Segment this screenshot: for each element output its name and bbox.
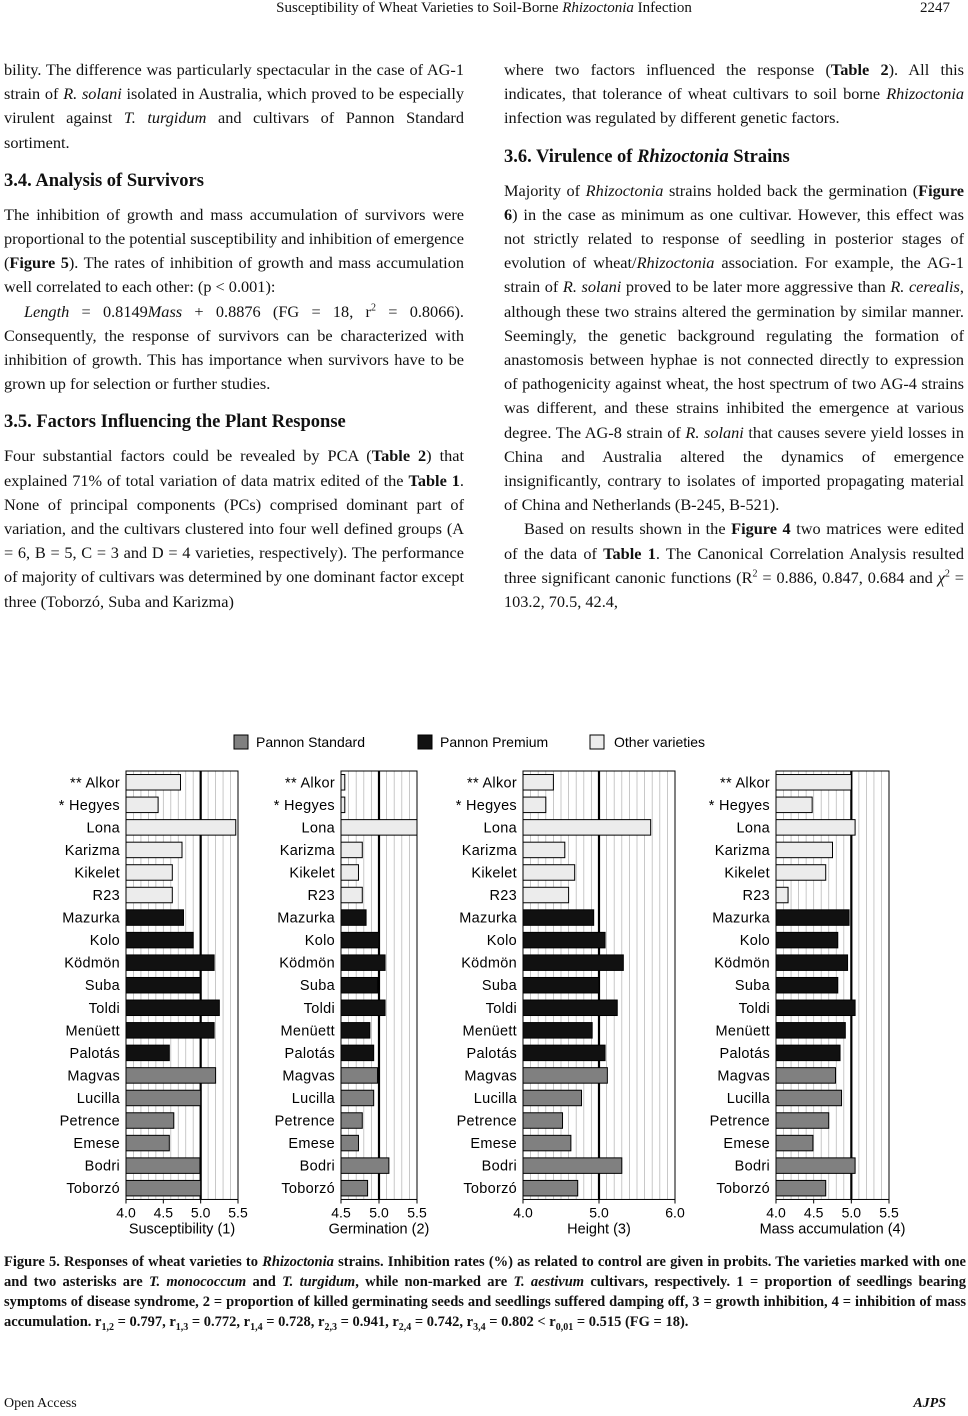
category-label: Menüett bbox=[65, 1023, 120, 1040]
bar bbox=[523, 842, 565, 858]
category-label: ** Alkor bbox=[467, 775, 517, 792]
bar bbox=[776, 775, 851, 791]
category-label: Toldi bbox=[738, 1000, 770, 1017]
category-label: Lona bbox=[301, 820, 335, 837]
running-title-italic: Rhizoctonia bbox=[562, 0, 634, 16]
bar bbox=[126, 1180, 201, 1196]
category-label: Karizma bbox=[461, 842, 517, 859]
tick-label: 5.5 bbox=[879, 1204, 899, 1221]
tick-label: 5.5 bbox=[407, 1204, 427, 1221]
bar bbox=[523, 932, 605, 948]
bar bbox=[523, 1180, 578, 1196]
category-label: Kolo bbox=[304, 933, 335, 950]
category-label: Magvas bbox=[464, 1068, 517, 1085]
bar bbox=[126, 1135, 169, 1151]
bar bbox=[776, 865, 826, 881]
section-heading: 3.5. Factors Influencing the Plant Response bbox=[4, 412, 346, 433]
tick-label: 5.0 bbox=[190, 1204, 211, 1221]
section-heading: 3.4. Analysis of Survivors bbox=[4, 170, 204, 191]
category-label: Lucilla bbox=[291, 1090, 335, 1107]
bar bbox=[523, 1023, 592, 1038]
category-label: Palotás bbox=[466, 1045, 517, 1062]
category-label: Suba bbox=[734, 978, 770, 995]
bar bbox=[523, 865, 575, 881]
footer-open-access: Open Access bbox=[4, 1396, 77, 1411]
legend-label-standard: Pannon Standard bbox=[256, 734, 365, 750]
category-label: Lona bbox=[736, 820, 770, 837]
category-label: * Hegyes bbox=[455, 797, 517, 814]
bar bbox=[776, 1135, 813, 1151]
bar bbox=[341, 842, 362, 858]
legend-swatch-premium bbox=[418, 735, 432, 749]
category-label: Ködmön bbox=[461, 955, 517, 972]
category-label: Menüett bbox=[715, 1023, 770, 1040]
tick-label: 4.5 bbox=[153, 1204, 174, 1221]
category-label: Bodri bbox=[481, 1158, 517, 1175]
bar bbox=[341, 910, 366, 926]
bar bbox=[126, 865, 172, 881]
bar bbox=[523, 1135, 571, 1151]
category-label: Petrence bbox=[709, 1113, 770, 1130]
bar bbox=[341, 1180, 368, 1196]
bar bbox=[341, 1023, 370, 1038]
figure-caption: Figure 5. Responses of wheat varieties to Rhizoctonia strains. Inhibition rates (%) as related to control are given in probits. The varieties marked with one and two asterisks are T. monococcum and T. turgidum, while non-marked are T. aestivum cultivars, respectively. 1 = proportion of seedlings bearing symptoms of disease syndrome, 2 = proportion of killed germinating seeds and seedlings suffered damping off, 3 = growth inhibition, 4 = inhibition of mass accumulation. $r_{1,2} = 0.797$, $r_{1,3} = 0.772$, $r_{1,4} = 0.728$, $r_{2,3} = 0.941$, $r_{2,4} = 0.742$, $r_{3,4} = 0.802 < r_{0,01} = 0.515$ (FG = 18). bbox=[4, 1254, 966, 1333]
category-label: Mazurka bbox=[459, 910, 517, 927]
paragraph: bility. The difference was particularly spectacular in the case of AG-1 strain of R. solani isolated in Australia, which proved to be especially virulent against T. turgidum and cultivars of Pannon Standard sortiment. bbox=[4, 60, 464, 152]
bar bbox=[126, 1000, 219, 1016]
category-label: Lona bbox=[86, 820, 120, 837]
bar bbox=[341, 887, 362, 903]
section-heading: 3.6. Virulence of Rhizoctonia Strains bbox=[504, 146, 790, 167]
category-label: Menüett bbox=[462, 1023, 517, 1040]
category-label: Lucilla bbox=[473, 1090, 517, 1107]
category-label: Toldi bbox=[485, 1000, 517, 1017]
category-label: Lona bbox=[483, 820, 517, 837]
bar bbox=[776, 820, 855, 836]
bar bbox=[341, 1090, 374, 1106]
running-header bbox=[0, 0, 968, 26]
category-label: Suba bbox=[299, 978, 335, 995]
paragraph: Based on results shown in the Figure 4 two matrices were edited of the data of Table 1. The Canonical Correlation Analysis resulted three significant canonic functions ($R^2 = 0.886$, 0.847, 0.684 and $\chi^2 = 103.2$, 70.5, 42.4, bbox=[504, 519, 964, 612]
figure-5-chart bbox=[0, 728, 968, 1248]
bar bbox=[523, 1000, 617, 1016]
bar bbox=[341, 977, 377, 993]
category-label: Kikelet bbox=[471, 865, 517, 882]
category-label: Toldi bbox=[303, 1000, 335, 1017]
category-label: Toborzó bbox=[716, 1181, 770, 1198]
bar bbox=[341, 955, 385, 971]
category-label: Menüett bbox=[280, 1023, 335, 1040]
bar bbox=[776, 842, 833, 858]
bar bbox=[341, 865, 358, 881]
paragraph: The inhibition of growth and mass accumulation of survivors were proportional to the potential susceptibility and inhibition of emergence (Figure 5). The rates of inhibition of growth and mass accumulation well correlated to each other: (p < 0.001): bbox=[4, 204, 464, 297]
category-label: Ködmön bbox=[64, 955, 120, 972]
tick-label: 4.0 bbox=[513, 1204, 533, 1221]
tick-label: 5.5 bbox=[228, 1204, 248, 1221]
category-label: Toborzó bbox=[463, 1181, 517, 1198]
category-label: Bodri bbox=[84, 1158, 120, 1175]
bar bbox=[126, 932, 193, 948]
category-label: Mazurka bbox=[712, 910, 770, 927]
bar bbox=[523, 1045, 605, 1061]
category-label: Karizma bbox=[64, 842, 120, 859]
paragraph: Majority of Rhizoctonia strains holded back the germination (Figure 6) in the case as minimum as one cultivar. However, this effect was not strictly related to response of seedling in posterior stages of evolution of wheat/Rhizoctonia association. For example, the AG-1 strain of R. solani proved to be later more aggressive than R. cerealis, although these two strains altered the germination by similar manner. Seemingly, the genetic background regulating the formation of anastomosis between hyphae is not connected directly to expression of pathogenicity against wheat, the host spectrum of two AG-4 strains was different, and these strains inhibited the emergence at various degree. The AG-8 strain of R. solani that causes severe yield losses in China and Australia altered the dynamics of emergence insignificantly, contrary to isolates of imported propagating material of China and Netherlands (B-245, B-521). bbox=[504, 180, 965, 515]
bar bbox=[126, 842, 182, 858]
running-title bbox=[0, 0, 968, 17]
chart-legend bbox=[234, 734, 705, 750]
tick-label: 4.0 bbox=[116, 1204, 136, 1221]
bar bbox=[341, 820, 417, 836]
category-label: Kikelet bbox=[289, 865, 335, 882]
bar bbox=[126, 1045, 169, 1061]
category-label: ** Alkor bbox=[285, 775, 335, 792]
figure-5 bbox=[0, 728, 968, 1248]
category-label: Kolo bbox=[486, 933, 517, 950]
axis-title: Mass accumulation (4) bbox=[759, 1221, 906, 1238]
bar bbox=[523, 1113, 563, 1129]
category-label: Kolo bbox=[89, 933, 120, 950]
paragraph: where two factors influenced the response (Table 2). All this indicates, that tolerance of wheat cultivars to soil borne Rhizoctonia infection was regulated by different genetic factors. bbox=[504, 60, 964, 128]
bar bbox=[523, 1090, 582, 1106]
bar bbox=[523, 955, 623, 971]
bar bbox=[126, 820, 236, 836]
bar bbox=[126, 910, 183, 926]
tick-label: 5.0 bbox=[369, 1204, 389, 1221]
bar bbox=[341, 1068, 377, 1084]
legend-label-premium: Pannon Premium bbox=[440, 734, 549, 750]
bar bbox=[776, 910, 849, 926]
category-label: Palotás bbox=[719, 1045, 770, 1062]
category-label: Magvas bbox=[717, 1068, 770, 1085]
bar bbox=[523, 977, 599, 993]
right-column bbox=[504, 58, 964, 614]
axis-title: Susceptibility (1) bbox=[128, 1221, 236, 1238]
page-number: 2247 bbox=[920, 0, 950, 16]
category-label: ** Alkor bbox=[720, 775, 770, 792]
bar bbox=[523, 775, 553, 791]
category-label: R23 bbox=[307, 888, 335, 905]
category-label: * Hegyes bbox=[273, 797, 335, 814]
category-label: Bodri bbox=[299, 1158, 335, 1175]
bar bbox=[126, 1023, 214, 1038]
tick-label: 4.0 bbox=[766, 1204, 786, 1221]
category-label: Kikelet bbox=[724, 865, 770, 882]
paragraph: Four substantial factors could be revealed by PCA (Table 2) that explained 71% of total variation of data matrix edited of the Table 1. None of principal components (PCs) comprised dominant part of variation, and the cultivars clustered into four well defined groups (A = 6, B = 5, C = 3 and D = 4 varieties, respectively). The performance of majority of cultivars was determined by one dominant factor except three (Toborzó, Suba and Karizma) bbox=[4, 446, 464, 611]
bar bbox=[341, 932, 379, 948]
bar bbox=[776, 1068, 836, 1084]
category-label: Lucilla bbox=[726, 1090, 770, 1107]
bar bbox=[523, 887, 569, 903]
category-label: Mazurka bbox=[62, 910, 120, 927]
bar bbox=[776, 1045, 840, 1061]
bar bbox=[341, 797, 345, 813]
category-label: Emese bbox=[73, 1136, 120, 1153]
legend-swatch-other bbox=[590, 735, 604, 749]
category-label: R23 bbox=[742, 888, 770, 905]
category-label: Kolo bbox=[739, 933, 770, 950]
category-label: ** Alkor bbox=[70, 775, 120, 792]
category-label: Ködmön bbox=[714, 955, 770, 972]
category-label: Suba bbox=[481, 978, 517, 995]
bar bbox=[523, 797, 546, 813]
bar bbox=[776, 977, 838, 993]
category-label: Toborzó bbox=[281, 1181, 335, 1198]
bar bbox=[126, 977, 201, 993]
bar bbox=[126, 887, 172, 903]
tick-label: 6.0 bbox=[665, 1204, 685, 1221]
left-column bbox=[4, 58, 464, 614]
category-label: Toborzó bbox=[66, 1181, 120, 1198]
category-label: Magvas bbox=[67, 1068, 120, 1085]
category-label: Palotás bbox=[69, 1045, 120, 1062]
bar bbox=[776, 887, 788, 903]
bar bbox=[126, 1090, 201, 1106]
category-label: Magvas bbox=[282, 1068, 335, 1085]
category-label: Bodri bbox=[734, 1158, 770, 1175]
bar bbox=[523, 1158, 622, 1174]
category-label: Petrence bbox=[59, 1113, 120, 1130]
category-label: Suba bbox=[84, 978, 120, 995]
bar bbox=[341, 1113, 362, 1129]
bar bbox=[776, 955, 848, 971]
bar bbox=[776, 932, 838, 948]
category-label: R23 bbox=[92, 888, 120, 905]
bar bbox=[776, 1023, 845, 1038]
bar bbox=[341, 775, 345, 791]
footer-journal: AJPS bbox=[913, 1396, 946, 1411]
bar bbox=[126, 797, 158, 813]
bar bbox=[126, 1158, 200, 1174]
tick-label: 5.0 bbox=[841, 1204, 862, 1221]
bar bbox=[341, 1158, 389, 1174]
bar bbox=[776, 797, 812, 813]
category-label: Karizma bbox=[714, 842, 770, 859]
category-label: Karizma bbox=[279, 842, 335, 859]
bar bbox=[341, 1000, 385, 1016]
bar bbox=[776, 1180, 826, 1196]
legend-label-other: Other varieties bbox=[614, 734, 706, 750]
category-label: * Hegyes bbox=[708, 797, 770, 814]
tick-label: 4.5 bbox=[331, 1204, 351, 1221]
bar bbox=[776, 1000, 855, 1016]
axis-title: Height (3) bbox=[567, 1221, 631, 1238]
category-label: Petrence bbox=[456, 1113, 517, 1130]
bar bbox=[523, 1068, 607, 1084]
category-label: Lucilla bbox=[76, 1090, 120, 1107]
tick-label: 4.5 bbox=[803, 1204, 824, 1221]
category-label: Emese bbox=[723, 1136, 770, 1153]
bar bbox=[776, 1090, 842, 1106]
category-label: Toldi bbox=[88, 1000, 120, 1017]
category-label: Mazurka bbox=[277, 910, 335, 927]
category-label: Petrence bbox=[274, 1113, 335, 1130]
running-title-text-end: Infection bbox=[633, 0, 692, 16]
bar bbox=[126, 1113, 174, 1129]
bar bbox=[341, 1135, 358, 1151]
category-label: R23 bbox=[489, 888, 517, 905]
running-title-text: Susceptibility of Wheat Varieties to Soil-Borne bbox=[276, 0, 563, 16]
legend-swatch-standard bbox=[234, 735, 248, 749]
category-label: * Hegyes bbox=[58, 797, 120, 814]
tick-label: 5.0 bbox=[589, 1204, 609, 1221]
bar bbox=[126, 1068, 216, 1084]
bar bbox=[126, 955, 214, 971]
bar bbox=[341, 1045, 374, 1061]
bar bbox=[523, 820, 651, 836]
bar bbox=[523, 910, 594, 926]
category-label: Palotás bbox=[284, 1045, 335, 1062]
category-label: Ködmön bbox=[279, 955, 335, 972]
category-label: Kikelet bbox=[74, 865, 120, 882]
bar bbox=[776, 1158, 855, 1174]
bar bbox=[126, 775, 181, 791]
equation-paragraph: Length = 0.8149Mass + 0.8876 (FG = 18, $r^2 = 0.8066$). Consequently, the response of survivors can be characterized with inhibition of growth. This has importance when survivors have to be grown up for selection or further studies. bbox=[4, 301, 464, 394]
bar bbox=[776, 1113, 829, 1129]
category-label: Emese bbox=[470, 1136, 517, 1153]
category-label: Emese bbox=[288, 1136, 335, 1153]
axis-title: Germination (2) bbox=[328, 1221, 430, 1238]
